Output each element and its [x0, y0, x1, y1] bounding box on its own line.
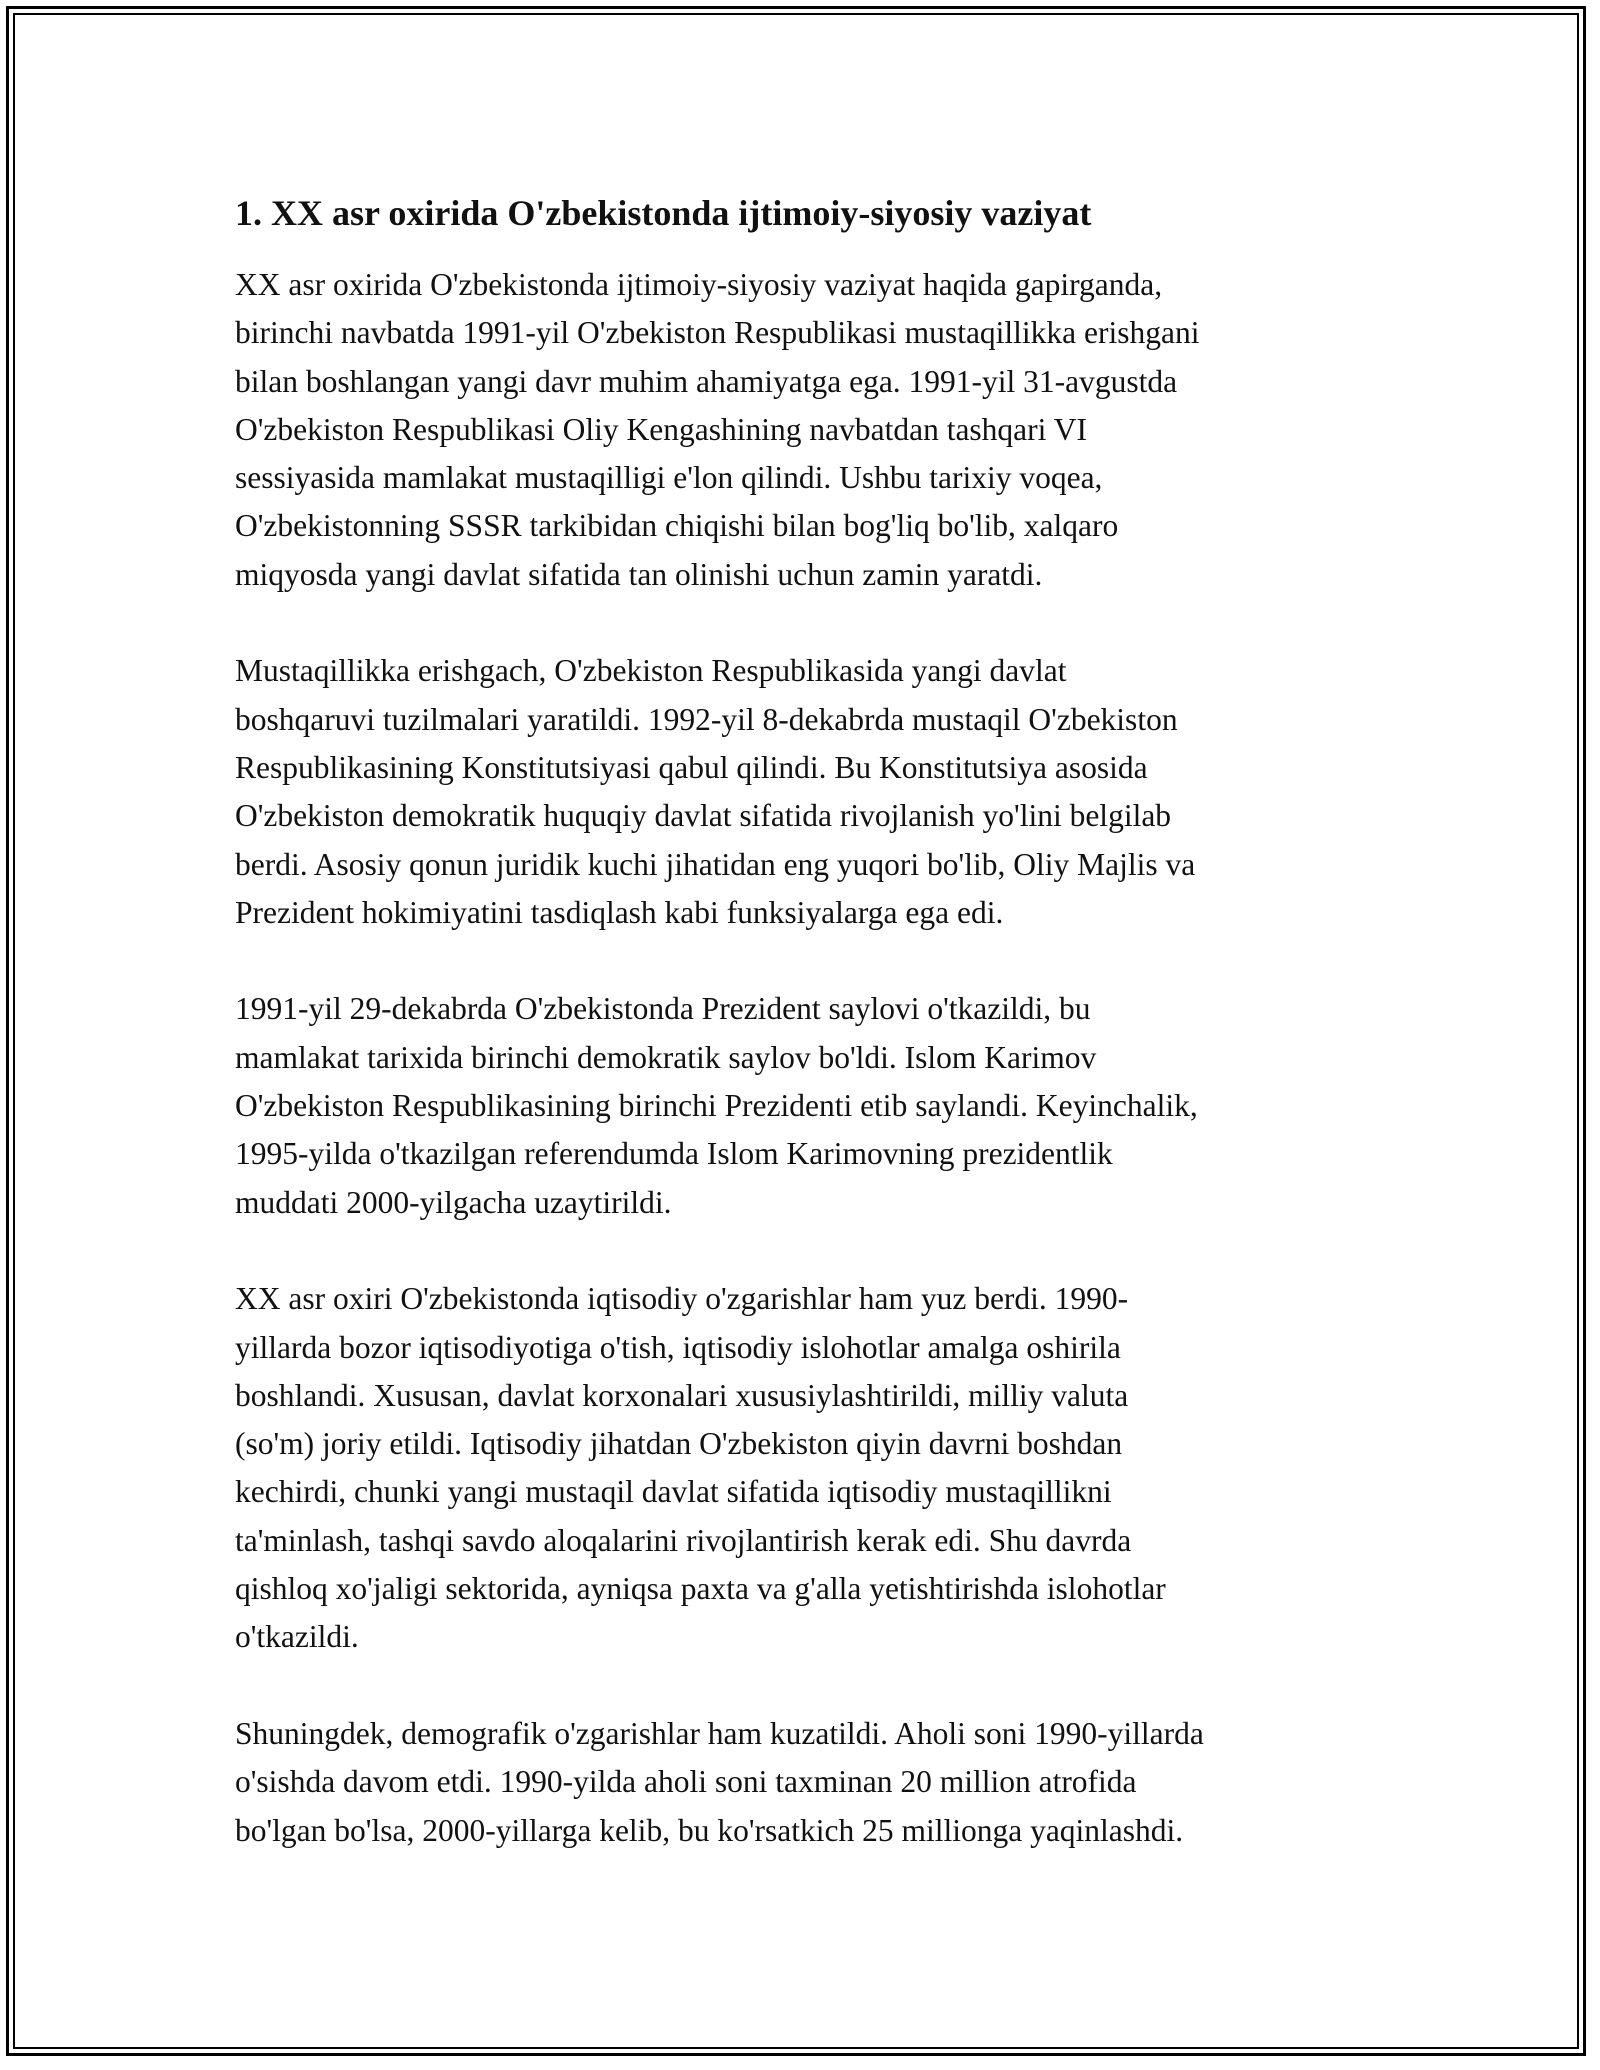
section-heading: 1. XX asr oxirida O'zbekistonda ijtimoiy-siyosiy vaziyat: [235, 193, 1092, 233]
document-body: [235, 185, 1375, 1903]
paragraph-demographic-changes: Shuningdek, demografik o'zgarishlar ham kuzatildi. Aholi soni 1990-yillarda o'sishda davom etdi. 1990-yilda aholi soni taxminan 20 million atrofida bo'lgan bo'lsa, 2000-yillarga kelib, bu ko'rsatkich 25 millionga yaqinlashdi.: [235, 1715, 1204, 1848]
paragraph-presidential-election: 1991-yil 29-dekabrda O'zbekistonda Prezident saylovi o'tkazildi, bu mamlakat tarixida birinchi demokratik saylov bo'ldi. Islom Karimov O'zbekiston Respublikasining birinchi Prezidenti etib saylandi. Keyinchalik, 1995-yilda o'tkazilgan referendumda Islom Karimovning prezidentlik muddati 2000-yilgacha uzaytirildi.: [235, 991, 1198, 1220]
paragraph-economic-changes: XX asr oxiri O'zbekistonda iqtisodiy o'zgarishlar ham yuz berdi. 1990- yillarda bozor iqtisodiyotiga o'tish, iqtisodiy islohotlar amalga oshirila boshlandi. Xususan, davlat korxonalari xususiylashtirildi, milliy valuta (so'm) joriy etildi. Iqtisodiy jihatdan O'zbekiston qiyin davrni boshdan kechirdi, chunki yangi mustaqil davlat sifatida iqtisodiy mustaqillikni ta'minlash, tashqi savdo aloqalarini rivojlantirish kerak edi. Shu davrda qishloq xo'jaligi sektorida, ayniqsa paxta va g'alla yetishtirishda islohotlar o'tkazildi.: [235, 1281, 1166, 1655]
paragraph-independence: XX asr oxirida O'zbekistonda ijtimoiy-siyosiy vaziyat haqida gapirganda, birinchi navbatda 1991-yil O'zbekiston Respublikasi mustaqillikka erishgani bilan boshlangan yangi davr muhim ahamiyatga ega. 1991-yil 31-avgustda O'zbekiston Respublikasi Oliy Kengashining navbatdan tashqari VI sessiyasida mamlakat mustaqilligi e'lon qilindi. Ushbu tarixiy voqea, O'zbekistonning SSSR tarkibidan chiqishi bilan bog'liq bo'lib, xalqaro miqyosda yangi davlat sifatida tan olinishi uchun zamin yaratdi.: [235, 267, 1200, 592]
paragraph-constitution: Mustaqillikka erishgach, O'zbekiston Respublikasida yangi davlat boshqaruvi tuzilmalari yaratildi. 1992-yil 8-dekabrda mustaqil O'zbekiston Respublikasining Konstitutsiyasi qabul qilindi. Bu Konstitutsiya asosida O'zbekiston demokratik huquqiy davlat sifatida rivojlanish yo'lini belgilab berdi. Asosiy qonun juridik kuchi jihatidan eng yuqori bo'lib, Oliy Majlis va Prezident hokimiyatini tasdiqlash kabi funksiyalarga ega edi.: [235, 653, 1196, 930]
